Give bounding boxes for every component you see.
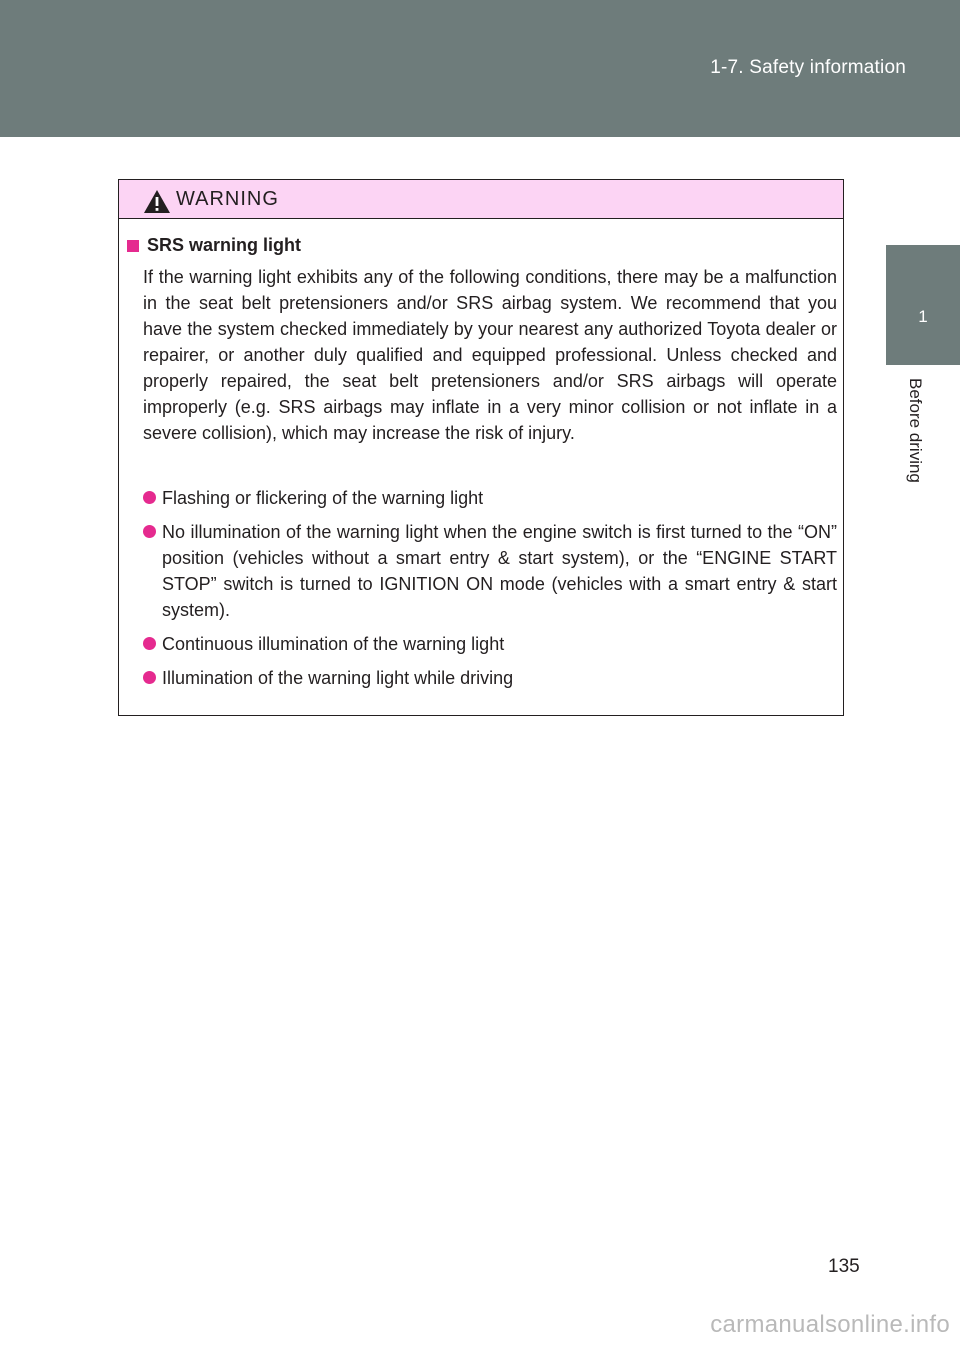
list-item xyxy=(143,485,837,511)
subheading-text: SRS warning light xyxy=(147,235,302,255)
warning-triangle-icon xyxy=(143,189,171,214)
list-item xyxy=(143,519,837,623)
bullet-dot-icon xyxy=(143,637,156,650)
list-item-text: No illumination of the warning light when the engine switch is first turned to the “ON” position (vehicles without a smart entry & start system), or the “ENGINE START STOP” switch is turned to IGNITION ON mode (vehicles with a smart entry & start system). xyxy=(162,522,837,620)
bullet-dot-icon xyxy=(143,671,156,684)
chapter-label: Before driving xyxy=(906,378,925,483)
warning-paragraph: If the warning light exhibits any of the following conditions, there may be a malfunction in the seat belt pretensioners and/or SRS airbag system. We recommend that you have the system checked immediately by your nearest any authorized Toyota dealer or repairer, or another duly qualified and equipped professional. Unless checked and properly repaired, the seat belt pretensioners and/or SRS airbags will operate improperly (e.g. SRS airbags may inflate in a very minor collision or not inflate in a severe collision), which may increase the risk of injury. xyxy=(143,267,837,443)
bullet-dot-icon xyxy=(143,491,156,504)
list-item xyxy=(143,665,837,691)
warning-box xyxy=(118,179,844,716)
section-title: 1-7. Safety information xyxy=(710,57,906,78)
condition-list xyxy=(143,485,837,699)
header-band xyxy=(0,0,960,137)
subheading xyxy=(127,235,301,256)
square-bullet-icon xyxy=(127,240,139,252)
watermark: carmanualsonline.info xyxy=(710,1311,950,1338)
warning-header xyxy=(119,180,843,219)
chapter-number: 1 xyxy=(918,307,928,326)
list-item-text: Continuous illumination of the warning light xyxy=(162,634,505,654)
list-item xyxy=(143,631,837,657)
list-item-text: Illumination of the warning light while driving xyxy=(162,668,514,688)
list-item-text: Flashing or flickering of the warning light xyxy=(162,488,484,508)
warning-title: WARNING xyxy=(176,188,279,210)
chapter-tab xyxy=(886,245,960,365)
page-number: 135 xyxy=(828,1256,860,1277)
bullet-dot-icon xyxy=(143,525,156,538)
